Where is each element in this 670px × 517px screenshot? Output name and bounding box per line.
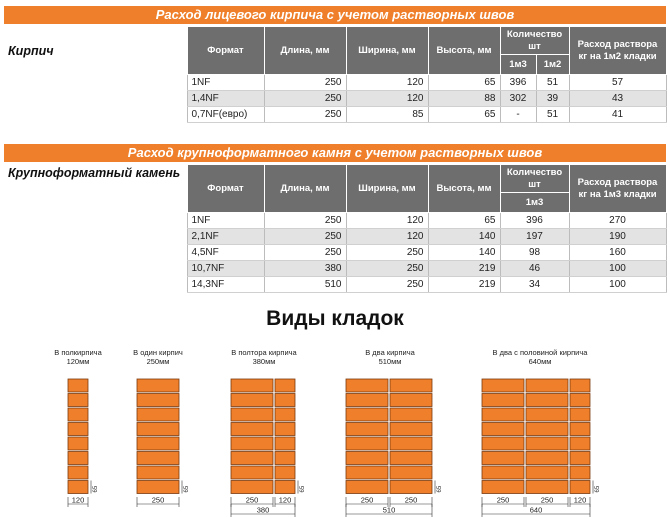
header-per-m3: 1м3 (500, 55, 536, 75)
cell-m3: 98 (500, 245, 569, 261)
brick (231, 423, 273, 436)
brick (231, 437, 273, 450)
brick-consumption-table (4, 26, 667, 123)
cell-format: 2,1NF (187, 229, 264, 245)
brick (137, 466, 179, 479)
variant-name: В один кирпич (133, 348, 183, 357)
cell-height: 140 (428, 229, 500, 245)
cell-mortar: 43 (569, 91, 666, 107)
cell-mortar: 41 (569, 107, 666, 123)
brick (68, 408, 88, 421)
brick (68, 379, 88, 392)
brick (275, 481, 295, 494)
cell-m2: 51 (536, 75, 569, 91)
brick (275, 379, 295, 392)
cell-height: 219 (428, 261, 500, 277)
brick-height-label: 65 (300, 485, 306, 493)
variant-thickness: 640мм (528, 357, 552, 366)
cell-mortar: 270 (569, 213, 666, 229)
brick-width-label: 120 (573, 495, 587, 505)
brick-height-label: 65 (437, 485, 443, 493)
brick (137, 379, 179, 392)
row-label-stone: Крупноформатный камень (4, 165, 187, 213)
header-length: Длина, мм (264, 27, 346, 75)
brick (482, 437, 524, 450)
header-format: Формат (187, 27, 264, 75)
variant-label (43, 348, 113, 366)
cell-mortar: 100 (569, 261, 666, 277)
variant-name: В полтора кирпича (231, 348, 297, 357)
brick (570, 379, 590, 392)
cell-height: 88 (428, 91, 500, 107)
table-row (4, 213, 666, 229)
brick (346, 379, 388, 392)
brick (346, 452, 388, 465)
brick (526, 408, 568, 421)
cell-length: 250 (264, 107, 346, 123)
brick (570, 466, 590, 479)
brick (275, 394, 295, 407)
brick (137, 408, 179, 421)
brick (482, 394, 524, 407)
brick (390, 423, 432, 436)
brick (482, 481, 524, 494)
cell-format: 14,3NF (187, 277, 264, 293)
cell-length: 250 (264, 91, 346, 107)
brick (137, 394, 179, 407)
cell-length: 250 (264, 229, 346, 245)
cell-width: 250 (346, 245, 428, 261)
brick (137, 452, 179, 465)
cell-m3: 34 (500, 277, 569, 293)
cell-height: 140 (428, 245, 500, 261)
brick (526, 437, 568, 450)
variant-name: В два с половиной кирпича (492, 348, 588, 357)
cell-m3: 396 (500, 213, 569, 229)
cell-width: 120 (346, 229, 428, 245)
masonry-diagram (0, 370, 670, 515)
brick-width-label: 250 (496, 495, 510, 505)
total-width-label: 640 (529, 505, 543, 515)
brick (390, 394, 432, 407)
cell-length: 250 (264, 245, 346, 261)
brick (390, 379, 432, 392)
brick (570, 423, 590, 436)
brick (231, 452, 273, 465)
brick (482, 423, 524, 436)
brick (275, 437, 295, 450)
brick (482, 408, 524, 421)
cell-format: 0,7NF(евро) (187, 107, 264, 123)
table-row (4, 75, 666, 91)
brick-width-label: 120 (71, 495, 85, 505)
cell-length: 510 (264, 277, 346, 293)
cell-mortar: 160 (569, 245, 666, 261)
brick (390, 481, 432, 494)
brick (346, 408, 388, 421)
brick (570, 394, 590, 407)
cell-m3: 302 (500, 91, 536, 107)
header-width: Ширина, мм (346, 165, 428, 213)
cell-m2: 39 (536, 91, 569, 107)
brick-width-label: 120 (278, 495, 292, 505)
header-per-m2: 1м2 (536, 55, 569, 75)
brick (68, 423, 88, 436)
masonry-title: Виды кладок (266, 307, 404, 330)
brick (68, 481, 88, 494)
cell-m3: 396 (500, 75, 536, 91)
cell-format: 1,4NF (187, 91, 264, 107)
header-height: Высота, мм (428, 165, 500, 213)
cell-format: 1NF (187, 75, 264, 91)
header-mortar: Расход раствора кг на 1м3 кладки (569, 165, 666, 213)
brick (482, 452, 524, 465)
stone-consumption-table (4, 164, 667, 293)
cell-width: 120 (346, 213, 428, 229)
cell-width: 120 (346, 75, 428, 91)
brick (275, 466, 295, 479)
brick (570, 437, 590, 450)
header-quantity: Количество шт (500, 27, 569, 55)
cell-width: 250 (346, 277, 428, 293)
brick (526, 379, 568, 392)
variant-label (118, 348, 198, 366)
variant-thickness: 250мм (146, 357, 170, 366)
cell-format: 4,5NF (187, 245, 264, 261)
brick (68, 466, 88, 479)
variant-label (222, 348, 306, 366)
brick (275, 452, 295, 465)
brick (231, 379, 273, 392)
brick (137, 481, 179, 494)
brick (390, 437, 432, 450)
brick (482, 466, 524, 479)
cell-length: 250 (264, 213, 346, 229)
cell-length: 380 (264, 261, 346, 277)
brick (68, 437, 88, 450)
cell-height: 219 (428, 277, 500, 293)
header-height: Высота, мм (428, 27, 500, 75)
brick (570, 481, 590, 494)
brick (346, 466, 388, 479)
total-width-label: 510 (382, 505, 396, 515)
cell-width: 250 (346, 261, 428, 277)
brick-height-label: 65 (93, 485, 99, 493)
brick (570, 408, 590, 421)
cell-m2: 51 (536, 107, 569, 123)
brick-width-label: 250 (404, 495, 418, 505)
header-per-m3: 1м3 (500, 193, 569, 213)
brick (526, 423, 568, 436)
header-quantity: Количество шт (500, 165, 569, 193)
brick-width-label: 250 (151, 495, 165, 505)
row-label-spacer (4, 75, 187, 123)
cell-width: 120 (346, 91, 428, 107)
header-width: Ширина, мм (346, 27, 428, 75)
cell-width: 85 (346, 107, 428, 123)
brick (346, 394, 388, 407)
brick-height-label: 65 (184, 485, 190, 493)
header-format: Формат (187, 165, 264, 213)
cell-m3: 46 (500, 261, 569, 277)
brick (137, 423, 179, 436)
table1-title: Расход лицевого кирпича с учетом растворных швов (4, 6, 666, 24)
variant-label (350, 348, 430, 366)
brick (346, 423, 388, 436)
brick (526, 466, 568, 479)
cell-m3: 197 (500, 229, 569, 245)
total-width-label: 380 (256, 505, 270, 515)
brick-width-label: 250 (540, 495, 554, 505)
row-label-brick: Кирпич (4, 27, 187, 75)
header-length: Длина, мм (264, 165, 346, 213)
brick (346, 437, 388, 450)
brick (231, 466, 273, 479)
brick (231, 408, 273, 421)
brick (390, 466, 432, 479)
brick (570, 452, 590, 465)
variant-name: В полкирпича (54, 348, 102, 357)
brick (526, 452, 568, 465)
cell-length: 250 (264, 75, 346, 91)
variant-name: В два кирпича (365, 348, 415, 357)
cell-m3: - (500, 107, 536, 123)
row-label-spacer (4, 213, 187, 293)
cell-mortar: 190 (569, 229, 666, 245)
cell-height: 65 (428, 213, 500, 229)
header-mortar: Расход раствора кг на 1м2 кладки (569, 27, 666, 75)
brick (346, 481, 388, 494)
brick (526, 481, 568, 494)
cell-mortar: 100 (569, 277, 666, 293)
variant-label (470, 348, 610, 366)
cell-format: 1NF (187, 213, 264, 229)
cell-height: 65 (428, 75, 500, 91)
brick (231, 394, 273, 407)
brick (68, 452, 88, 465)
variant-thickness: 380мм (252, 357, 276, 366)
brick (68, 394, 88, 407)
brick-width-label: 250 (360, 495, 374, 505)
table2-title: Расход крупноформатного камня с учетом растворных швов (4, 144, 666, 162)
brick (390, 408, 432, 421)
brick-height-label: 65 (595, 485, 601, 493)
brick (275, 423, 295, 436)
brick (526, 394, 568, 407)
brick (137, 437, 179, 450)
brick (275, 408, 295, 421)
cell-height: 65 (428, 107, 500, 123)
brick-width-label: 250 (245, 495, 259, 505)
cell-format: 10,7NF (187, 261, 264, 277)
brick (482, 379, 524, 392)
brick (390, 452, 432, 465)
variant-thickness: 120мм (66, 357, 90, 366)
variant-thickness: 510мм (378, 357, 402, 366)
cell-mortar: 57 (569, 75, 666, 91)
brick (231, 481, 273, 494)
